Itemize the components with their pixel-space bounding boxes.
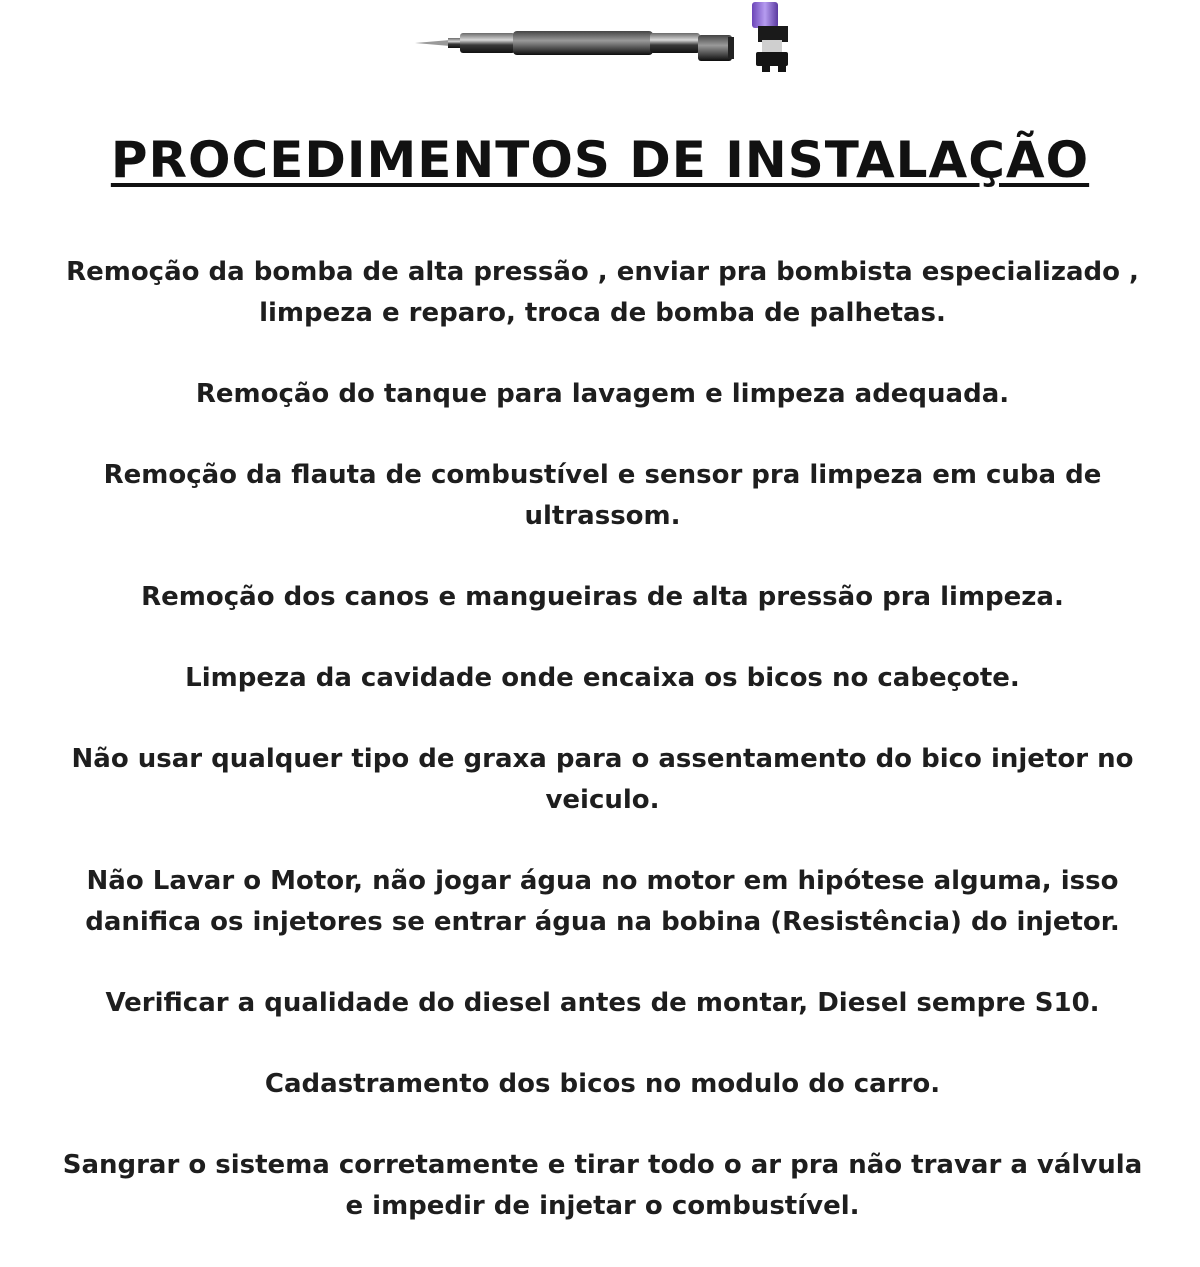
step-item: Sangrar o sistema corretamente e tirar todo o ar pra não travar a válvula e impedir de injetar o combustível. — [62, 1150, 1143, 1221]
installation-steps — [55, 252, 1150, 1267]
step-item: Remoção dos canos e mangueiras de alta pressão pra limpeza. — [141, 582, 1064, 612]
step-item: Cadastramento dos bicos no modulo do carro. — [264, 1069, 941, 1099]
injector-illustration — [410, 0, 795, 75]
step-item: Verificar a qualidade do diesel antes de montar, Diesel sempre S10. — [105, 988, 1100, 1018]
step-item: Não Lavar o Motor, não jogar água no motor em hipótese alguma, isso danifica os injetores se entrar água na bobina (Resistência) do injetor. — [85, 866, 1120, 937]
step-item: Remoção do tanque para lavagem e limpeza adequada. — [195, 379, 1010, 409]
step-item: Remoção da flauta de combustível e sensor pra limpeza em cuba de ultrassom. — [103, 460, 1102, 531]
step-item: Remoção da bomba de alta pressão , enviar pra bombista especializado , limpeza e reparo, troca de bomba de palhetas. — [66, 257, 1139, 328]
step-item: Não usar qualquer tipo de graxa para o assentamento do bico injetor no veiculo. — [71, 744, 1134, 815]
step-item: Limpeza da cavidade onde encaixa os bicos no cabeçote. — [185, 663, 1020, 693]
page-title: PROCEDIMENTOS DE INSTALAÇÃO — [110, 131, 1090, 189]
